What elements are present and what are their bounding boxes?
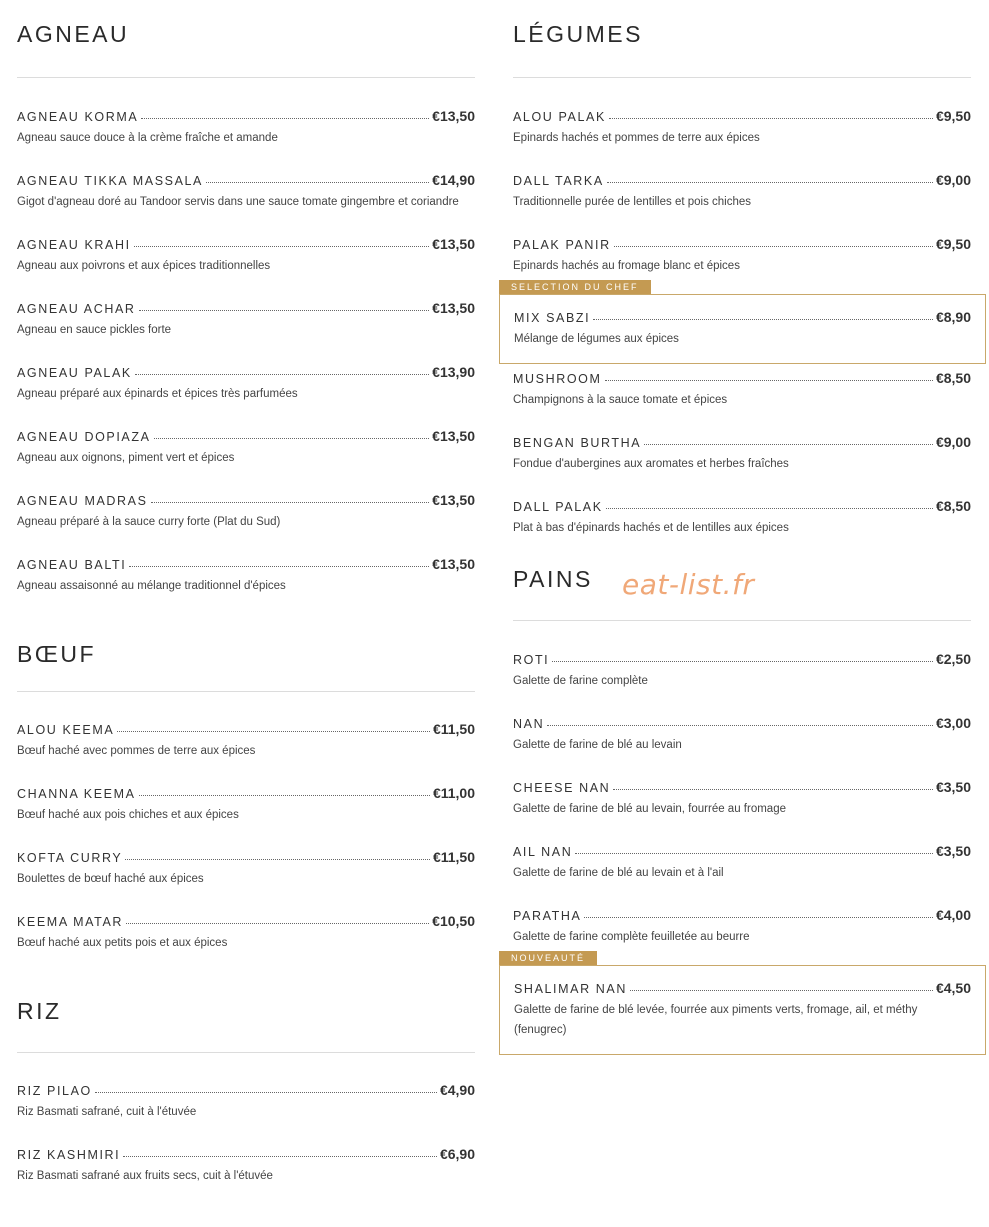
menu-item-cheese-nan bbox=[513, 779, 971, 843]
menu-item-row bbox=[514, 309, 971, 329]
menu-item-name: ALOU KEEMA bbox=[17, 723, 115, 737]
dot-leader bbox=[630, 989, 933, 991]
menu-item-name: KOFTA CURRY bbox=[17, 851, 123, 865]
dot-leader bbox=[552, 660, 933, 662]
menu-item-row bbox=[513, 172, 971, 192]
menu-item-row bbox=[17, 1082, 475, 1102]
menu-item-name: DALL TARKA bbox=[513, 174, 604, 188]
menu-item-row bbox=[17, 236, 475, 256]
menu-item-price: €13,50 bbox=[432, 300, 475, 316]
menu-item-description: Agneau préparé à la sauce curry forte (Plat du Sud) bbox=[17, 516, 281, 528]
menu-item-row bbox=[513, 498, 971, 518]
dot-leader bbox=[607, 181, 933, 183]
menu-item-price: €4,00 bbox=[935, 907, 971, 923]
section-title-riz: RIZ bbox=[17, 998, 62, 1024]
section-title-agneau: AGNEAU bbox=[17, 21, 130, 47]
featured-badge: NOUVEAUTÉ bbox=[499, 951, 597, 965]
menu-item-price: €13,50 bbox=[432, 108, 475, 124]
menu-item-price: €8,50 bbox=[935, 498, 971, 514]
menu-item-row bbox=[17, 556, 475, 576]
menu-item-description: Epinards hachés et pommes de terre aux épices bbox=[513, 132, 760, 144]
dot-leader bbox=[129, 565, 429, 567]
menu-item-row bbox=[17, 108, 475, 128]
featured-badge: SELECTION DU CHEF bbox=[499, 280, 651, 294]
menu-item-name: ALOU PALAK bbox=[513, 110, 606, 124]
dot-leader bbox=[206, 181, 429, 183]
menu-item-agneau-balti bbox=[17, 556, 475, 620]
menu-item-price: €9,50 bbox=[935, 236, 971, 252]
menu-item-description: Riz Basmati safrané, cuit à l'étuvée bbox=[17, 1106, 197, 1118]
section-title-boeuf: BŒUF bbox=[17, 641, 96, 667]
menu-item-keema-matar bbox=[17, 913, 475, 977]
menu-item-kofta-curry bbox=[17, 849, 475, 913]
menu-item-mushroom bbox=[513, 370, 971, 434]
dot-leader bbox=[605, 379, 933, 381]
dot-leader bbox=[139, 794, 430, 796]
dot-leader bbox=[575, 852, 933, 854]
menu-item-riz-pilao bbox=[17, 1082, 475, 1146]
menu-item-mix-sabzi bbox=[511, 282, 971, 364]
section-title-legumes: LÉGUMES bbox=[513, 21, 643, 47]
menu-item-price: €3,50 bbox=[935, 843, 971, 859]
menu-item-price: €2,50 bbox=[935, 651, 971, 667]
menu-item-price: €11,00 bbox=[432, 785, 475, 801]
section-pains-list bbox=[513, 651, 971, 1055]
section-agneau-list bbox=[17, 108, 475, 620]
menu-item-name: PARATHA bbox=[513, 909, 582, 923]
menu-item-description: Fondue d'aubergines aux aromates et herbes fraîches bbox=[513, 458, 789, 470]
dot-leader bbox=[614, 245, 933, 247]
menu-item-description: Galette de farine complète feuilletée au beurre bbox=[513, 931, 750, 943]
section-title-pains: PAINS bbox=[513, 566, 593, 592]
menu-item-shalimar-nan bbox=[511, 953, 971, 1055]
menu-item-nan bbox=[513, 715, 971, 779]
menu-item-description: Agneau préparé aux épinards et épices très parfumées bbox=[17, 388, 298, 400]
menu-item-row bbox=[513, 779, 971, 799]
menu-item-description: Epinards hachés au fromage blanc et épices bbox=[513, 260, 740, 272]
menu-item-price: €13,50 bbox=[432, 492, 475, 508]
menu-item-description: Plat à bas d'épinards hachés et de lentilles aux épices bbox=[513, 522, 789, 534]
dot-leader bbox=[154, 437, 430, 439]
dot-leader bbox=[609, 117, 933, 119]
menu-item-price: €14,90 bbox=[432, 172, 475, 188]
menu-item-alou-keema bbox=[17, 721, 475, 785]
right-column bbox=[513, 0, 971, 1061]
dot-leader bbox=[606, 507, 933, 509]
menu-item-name: AGNEAU ACHAR bbox=[17, 302, 136, 316]
menu-item-agneau-tikka-massala bbox=[17, 172, 475, 236]
menu-item-description: Boulettes de bœuf haché aux épices bbox=[17, 873, 204, 885]
menu-item-price: €9,00 bbox=[935, 172, 971, 188]
dot-leader bbox=[134, 245, 430, 247]
menu-item-price: €11,50 bbox=[432, 849, 475, 865]
menu-item-description: Galette de farine de blé levée, fourrée aux piments verts, fromage, ail, et méthy (fenugrec) bbox=[514, 1004, 918, 1036]
menu-item-description: Agneau aux oignons, piment vert et épices bbox=[17, 452, 235, 464]
menu-item-price: €4,50 bbox=[935, 980, 971, 996]
menu-item-name: SHALIMAR NAN bbox=[514, 982, 627, 996]
menu-item-row bbox=[17, 428, 475, 448]
dot-leader bbox=[613, 788, 933, 790]
menu-item-description: Gigot d'agneau doré au Tandoor servis dans une sauce tomate gingembre et coriandre bbox=[17, 196, 459, 208]
menu-item-name: ROTI bbox=[513, 653, 550, 667]
section-legumes-list bbox=[513, 108, 971, 562]
menu-item-name: KEEMA MATAR bbox=[17, 915, 124, 929]
menu-item-row bbox=[513, 108, 971, 128]
menu-item-description: Agneau assaisonné au mélange traditionnel d'épices bbox=[17, 580, 286, 592]
menu-item-row bbox=[17, 849, 475, 869]
menu-item-row bbox=[514, 980, 971, 1000]
menu-item-description: Agneau aux poivrons et aux épices traditionnelles bbox=[17, 260, 271, 272]
menu-item-description: Galette de farine de blé au levain et à l'ail bbox=[513, 867, 724, 879]
menu-item-row bbox=[513, 236, 971, 256]
menu-item-agneau-dopiaza bbox=[17, 428, 475, 492]
menu-item-price: €13,50 bbox=[432, 556, 475, 572]
menu-item-name: MUSHROOM bbox=[513, 372, 602, 386]
menu-item-bengan-burtha bbox=[513, 434, 971, 498]
dot-leader bbox=[584, 916, 933, 918]
dot-leader bbox=[547, 724, 933, 726]
menu-item-name: RIZ PILAO bbox=[17, 1084, 92, 1098]
menu-item-price: €4,90 bbox=[439, 1082, 475, 1098]
menu-item-price: €3,50 bbox=[935, 779, 971, 795]
menu-item-agneau-korma bbox=[17, 108, 475, 172]
menu-item-name: NAN bbox=[513, 717, 545, 731]
menu-item-name: MIX SABZI bbox=[514, 311, 591, 325]
menu-item-row bbox=[17, 1146, 475, 1166]
menu-item-row bbox=[513, 907, 971, 927]
menu-item-roti bbox=[513, 651, 971, 715]
menu-item-name: AGNEAU DOPIAZA bbox=[17, 430, 151, 444]
menu-item-description: Bœuf haché aux petits pois et aux épices bbox=[17, 937, 228, 949]
menu-item-price: €11,50 bbox=[432, 721, 475, 737]
dot-leader bbox=[151, 501, 430, 503]
menu-item-ail-nan bbox=[513, 843, 971, 907]
menu-item-price: €3,00 bbox=[935, 715, 971, 731]
menu-item-dall-palak bbox=[513, 498, 971, 562]
dot-leader bbox=[593, 318, 933, 320]
dot-leader bbox=[126, 922, 429, 924]
menu-item-name: AIL NAN bbox=[513, 845, 573, 859]
menu-item-name: AGNEAU PALAK bbox=[17, 366, 132, 380]
featured-item-box bbox=[499, 282, 986, 364]
menu-item-name: AGNEAU BALTI bbox=[17, 558, 127, 572]
menu-item-description: Bœuf haché aux pois chiches et aux épices bbox=[17, 809, 239, 821]
menu-item-description: Agneau en sauce pickles forte bbox=[17, 324, 172, 336]
menu-item-row bbox=[513, 843, 971, 863]
menu-item-agneau-achar bbox=[17, 300, 475, 364]
menu-item-description: Galette de farine de blé au levain, fourrée au fromage bbox=[513, 803, 786, 815]
menu-item-agneau-madras bbox=[17, 492, 475, 556]
dot-leader bbox=[135, 373, 429, 375]
menu-item-price: €6,90 bbox=[439, 1146, 475, 1162]
menu-item-row bbox=[17, 785, 475, 805]
left-column bbox=[17, 0, 475, 1210]
dot-leader bbox=[95, 1091, 437, 1093]
menu-item-riz-kashmiri bbox=[17, 1146, 475, 1210]
menu-item-description: Mélange de légumes aux épices bbox=[514, 333, 679, 345]
menu-item-name: CHANNA KEEMA bbox=[17, 787, 136, 801]
menu-item-price: €9,00 bbox=[935, 434, 971, 450]
menu-item-price: €13,90 bbox=[432, 364, 475, 380]
menu-item-row bbox=[17, 172, 475, 192]
menu-item-channa-keema bbox=[17, 785, 475, 849]
dot-leader bbox=[125, 858, 430, 860]
featured-item-box bbox=[499, 953, 986, 1055]
menu-item-name: AGNEAU KRAHI bbox=[17, 238, 131, 252]
menu-item-name: CHEESE NAN bbox=[513, 781, 611, 795]
menu-item-description: Champignons à la sauce tomate et épices bbox=[513, 394, 728, 406]
menu-item-name: AGNEAU MADRAS bbox=[17, 494, 148, 508]
menu-item-row bbox=[513, 715, 971, 735]
menu-item-row bbox=[513, 651, 971, 671]
menu-item-dall-tarka bbox=[513, 172, 971, 236]
menu-item-price: €8,90 bbox=[935, 309, 971, 325]
menu-item-alou-palak bbox=[513, 108, 971, 172]
menu-item-row bbox=[513, 434, 971, 454]
menu-item-description: Riz Basmati safrané aux fruits secs, cuit à l'étuvée bbox=[17, 1170, 273, 1182]
menu-item-row bbox=[513, 370, 971, 390]
menu-item-name: RIZ KASHMIRI bbox=[17, 1148, 121, 1162]
dot-leader bbox=[117, 730, 430, 732]
menu-item-agneau-krahi bbox=[17, 236, 475, 300]
menu-item-row bbox=[17, 913, 475, 933]
menu-item-row bbox=[17, 300, 475, 320]
menu-item-description: Bœuf haché avec pommes de terre aux épices bbox=[17, 745, 256, 757]
menu-item-row bbox=[17, 721, 475, 741]
menu-item-name: AGNEAU KORMA bbox=[17, 110, 139, 124]
dot-leader bbox=[139, 309, 430, 311]
menu-item-price: €10,50 bbox=[432, 913, 475, 929]
menu-item-description: Galette de farine de blé au levain bbox=[513, 739, 682, 751]
section-riz-list bbox=[17, 1082, 475, 1210]
dot-leader bbox=[141, 117, 429, 119]
menu-item-row bbox=[17, 492, 475, 512]
watermark: eat-list.fr bbox=[622, 568, 755, 601]
dot-leader bbox=[644, 443, 933, 445]
menu-item-description: Traditionnelle purée de lentilles et pois chiches bbox=[513, 196, 752, 208]
menu-item-row bbox=[17, 364, 475, 384]
dot-leader bbox=[123, 1155, 437, 1157]
menu-item-price: €8,50 bbox=[935, 370, 971, 386]
menu-item-name: PALAK PANIR bbox=[513, 238, 611, 252]
menu-item-price: €9,50 bbox=[935, 108, 971, 124]
menu-item-price: €13,50 bbox=[432, 236, 475, 252]
menu-item-name: AGNEAU TIKKA MASSALA bbox=[17, 174, 203, 188]
section-boeuf-list bbox=[17, 721, 475, 977]
menu-item-price: €13,50 bbox=[432, 428, 475, 444]
menu-item-description: Galette de farine complète bbox=[513, 675, 648, 687]
menu-item-name: BENGAN BURTHA bbox=[513, 436, 642, 450]
menu-item-agneau-palak bbox=[17, 364, 475, 428]
menu-item-description: Agneau sauce douce à la crème fraîche et amande bbox=[17, 132, 278, 144]
menu-item-name: DALL PALAK bbox=[513, 500, 603, 514]
